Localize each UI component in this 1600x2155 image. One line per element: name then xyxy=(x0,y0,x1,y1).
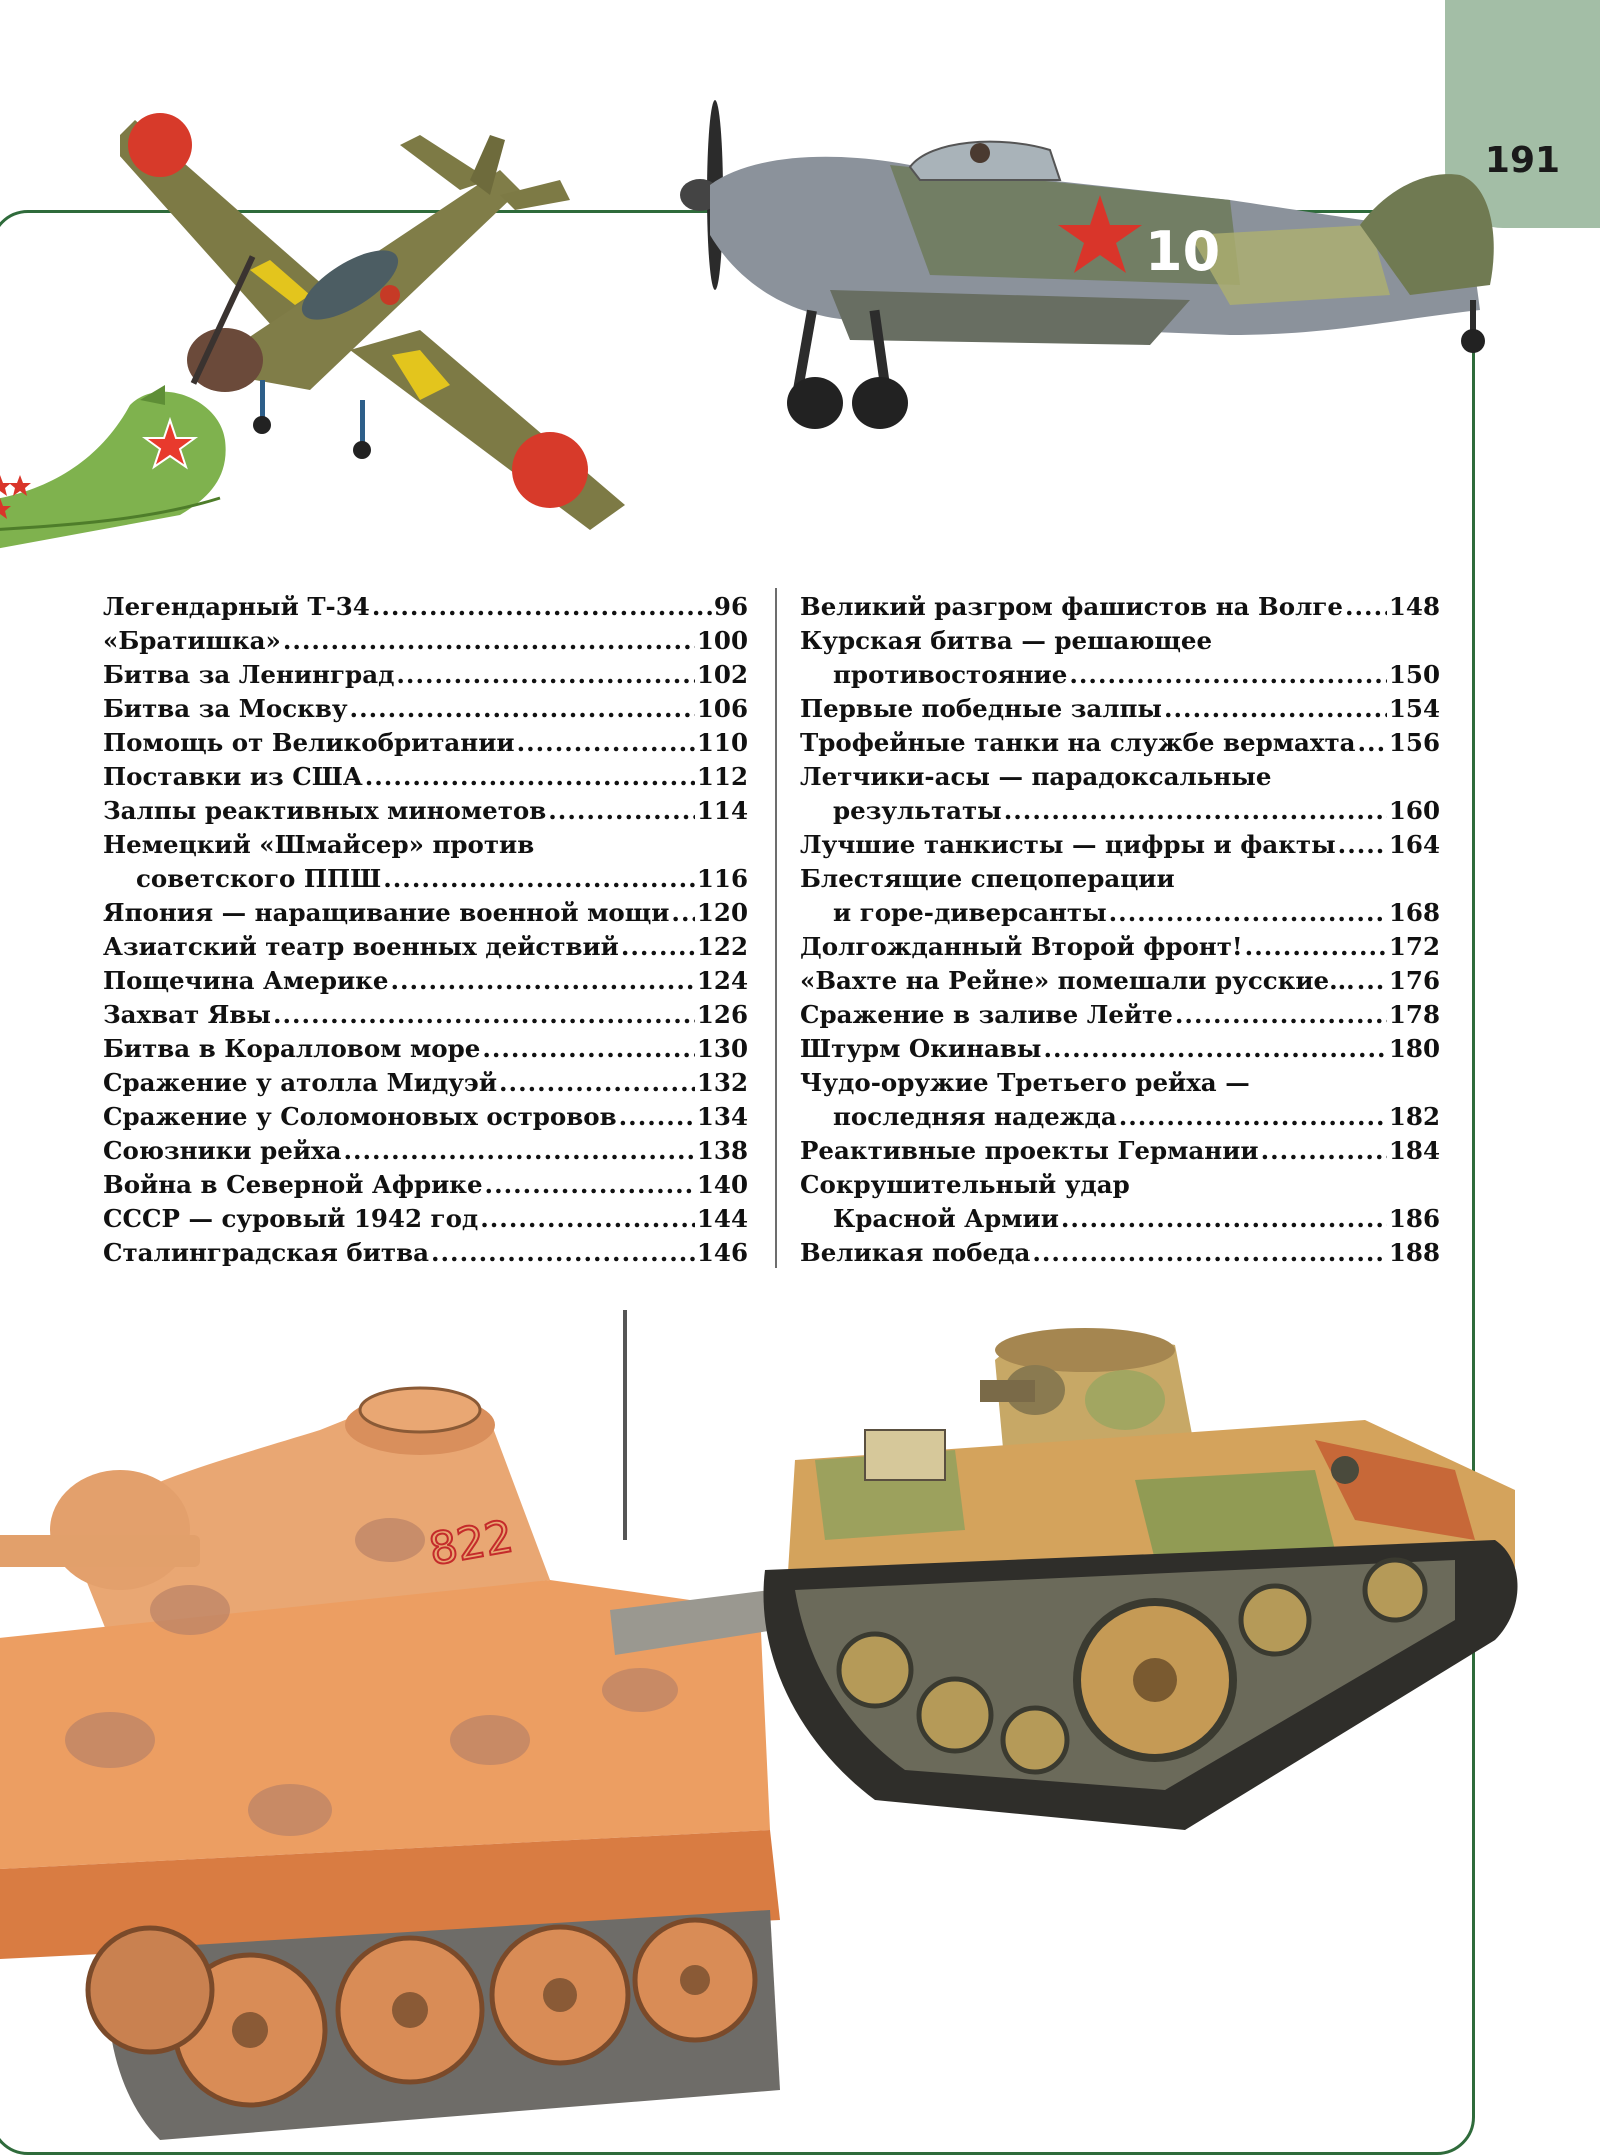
hurricane-fighter-plane xyxy=(630,85,1520,485)
panther-tank xyxy=(0,1310,790,2140)
toc-entry[interactable]: советского ППШ ..... 116 xyxy=(103,862,748,896)
toc-entry[interactable]: Пощечина Америке ..... 124 xyxy=(103,964,748,998)
toc-entry[interactable]: Битва за Москву ..... 106 xyxy=(103,692,748,726)
toc-entry-first-line[interactable]: Блестящие спецоперации xyxy=(800,864,1175,893)
toc-entry[interactable]: Война в Северной Африке ..... 140 xyxy=(103,1168,748,1202)
toc-entry[interactable]: Помощь от Великобритании ..... 110 xyxy=(103,726,748,760)
toc-entry[interactable]: Сталинградская битва ..... 146 xyxy=(103,1236,748,1270)
toc-entry[interactable]: Сражение в заливе Лейте ..... 178 xyxy=(800,998,1440,1032)
toc-entry[interactable]: Битва за Ленинград ..... 102 xyxy=(103,658,748,692)
toc-entry[interactable]: Поставки из США ..... 112 xyxy=(103,760,748,794)
toc-entry[interactable]: Союзники рейха ..... 138 xyxy=(103,1134,748,1168)
toc-entry[interactable]: Сражение у атолла Мидуэй ..... 132 xyxy=(103,1066,748,1100)
toc-entry[interactable]: Трофейные танки на службе вермахта ..... 156 xyxy=(800,726,1440,760)
toc-entry-first-line[interactable]: Курская битва — решающее xyxy=(800,626,1213,655)
toc-entry-first-line[interactable]: Немецкий «Шмайсер» против xyxy=(103,830,535,859)
toc-entry[interactable]: «Вахте на Рейне» помешали русские... ..... 176 xyxy=(800,964,1440,998)
toc-entry[interactable]: Захват Явы ..... 126 xyxy=(103,998,748,1032)
toc-right-column xyxy=(800,590,1440,1270)
toc-entry[interactable]: Япония — наращивание военной мощи ..... 120 xyxy=(103,896,748,930)
toc-entry[interactable]: «Братишка» ..... 100 xyxy=(103,624,748,658)
page-number: 191 xyxy=(1484,140,1561,181)
toc-entry[interactable]: противостояние ..... 150 xyxy=(800,658,1440,692)
toc-entry[interactable]: Лучшие танкисты — цифры и факты ..... 164 xyxy=(800,828,1440,862)
plane-number: 10 xyxy=(1145,220,1221,283)
toc-entry[interactable]: Битва в Коралловом море ..... 130 xyxy=(103,1032,748,1066)
toc-entry[interactable]: СССР — суровый 1942 год ..... 144 xyxy=(103,1202,748,1236)
toc-entry[interactable]: Великая победа ..... 188 xyxy=(800,1236,1440,1270)
toc-entry[interactable]: и горе-диверсанты ..... 168 xyxy=(800,896,1440,930)
toc-entry[interactable]: Легендарный Т-34 ..... 96 xyxy=(103,590,748,624)
soviet-plane-tail xyxy=(0,380,250,555)
toc-entry[interactable]: последняя надежда ..... 182 xyxy=(800,1100,1440,1134)
toc-entry-first-line[interactable]: Сокрушительный удар xyxy=(800,1170,1130,1199)
light-tank xyxy=(755,1320,1525,1880)
toc-entry[interactable]: Долгожданный Второй фронт! ..... 172 xyxy=(800,930,1440,964)
toc-entry[interactable]: Красной Армии ..... 186 xyxy=(800,1202,1440,1236)
toc-entry[interactable]: Азиатский театр военных действий ..... 122 xyxy=(103,930,748,964)
toc-left-column xyxy=(103,590,748,1270)
toc-entry[interactable]: Великий разгром фашистов на Волге ..... 148 xyxy=(800,590,1440,624)
toc-entry[interactable]: Реактивные проекты Германии ..... 184 xyxy=(800,1134,1440,1168)
toc-entry[interactable]: Сражение у Соломоновых островов ..... 134 xyxy=(103,1100,748,1134)
tank-number: 822 xyxy=(425,1511,517,1576)
toc-entry-first-line[interactable]: Чудо-оружие Третьего рейха — xyxy=(800,1068,1250,1097)
toc-entry-first-line[interactable]: Летчики-асы — парадоксальные xyxy=(800,762,1272,791)
column-divider xyxy=(775,588,777,1268)
toc-entry[interactable]: результаты ..... 160 xyxy=(800,794,1440,828)
toc-entry[interactable]: Залпы реактивных минометов ..... 114 xyxy=(103,794,748,828)
toc-entry[interactable]: Штурм Окинавы ..... 180 xyxy=(800,1032,1440,1066)
toc-entry[interactable]: Первые победные залпы ..... 154 xyxy=(800,692,1440,726)
